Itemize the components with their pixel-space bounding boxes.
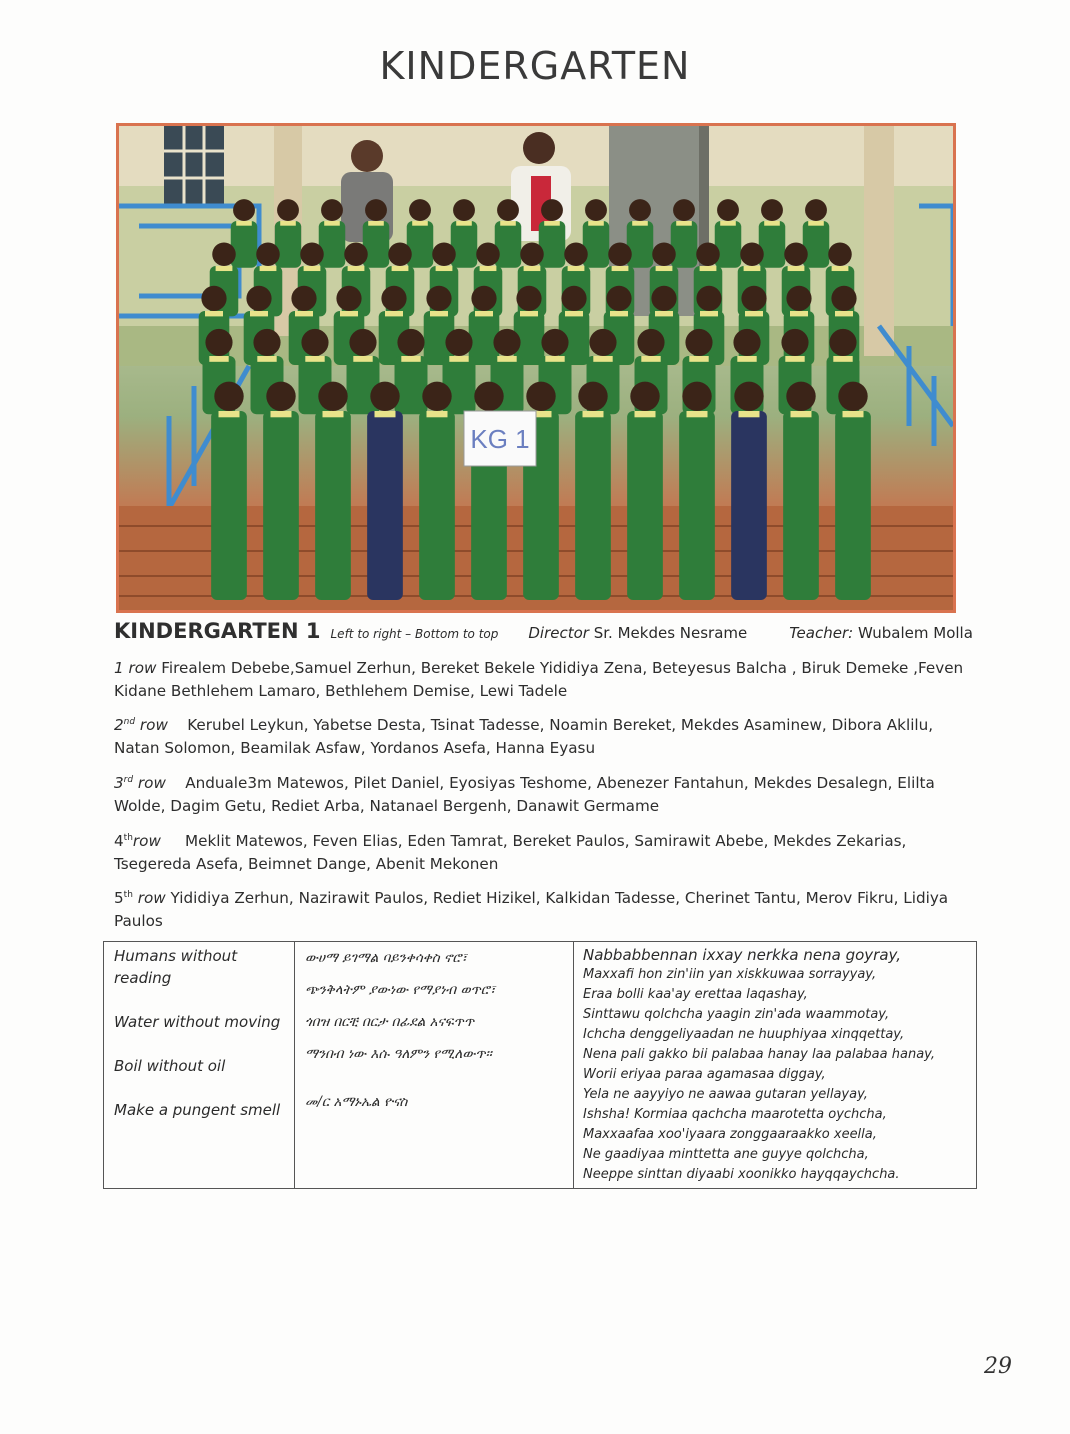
translation-line: Yela ne aayyiyo ne aawaa gutaran yellayay, xyxy=(583,1087,868,1102)
english-line: Boil without oil xyxy=(114,1057,226,1075)
english-line: Make a pungent smell xyxy=(114,1101,281,1119)
english-column xyxy=(104,942,295,1189)
page-title: KINDERGARTEN xyxy=(379,44,691,88)
photo-sign-text: KG 1 xyxy=(470,424,530,454)
poem-table xyxy=(103,941,977,1189)
row-number: 4 xyxy=(114,832,124,851)
page-number: 29 xyxy=(984,1354,1012,1379)
translation-line: Neeppe sinttan diyaabi xoonikko hayqqaychcha. xyxy=(583,1167,900,1182)
translation-line: Sinttawu qolchcha yaagin zin'ada waammotay, xyxy=(583,1007,890,1022)
row-label: row xyxy=(128,659,157,678)
amharic-line: ጎበዝ በርቺ በርታ በፊደል አናፍጥጥ xyxy=(305,1014,475,1030)
translation-line: Ishsha! Kormiaa qachcha maarotetta oychcha, xyxy=(583,1107,887,1122)
translation-line: Maxxaafaa xoo'iyaara zonggaaraakko xeella, xyxy=(583,1127,877,1142)
row-4 xyxy=(114,827,974,875)
row-names: Yididiya Zerhun, Nazirawit Paulos, Rediet Hizikel, Kalkidan Tadesse, Cherinet Tantu, Merov Fikru, Lidiya Paulos xyxy=(114,889,949,930)
row-number: 1 xyxy=(114,659,124,678)
translation-line: Ichcha denggeliyaadan ne huuphiyaa xinqqettay, xyxy=(583,1027,905,1042)
row-label: row xyxy=(139,716,168,735)
row-names: Anduale3m Matewos, Pilet Daniel, Eyosiyas Teshome, Abenezer Fantahun, Mekdes Desalegn, Elilta Wolde, Dagim Getu, Rediet Arba, Natanael Bergenh, Danawit Germame xyxy=(114,774,935,815)
row-suffix: rd xyxy=(123,775,134,785)
translation-line: Ne gaadiyaa minttetta ane guyye qolchcha, xyxy=(583,1147,869,1162)
english-line: Water without moving xyxy=(114,1013,281,1031)
row-suffix: nd xyxy=(123,717,136,727)
class-photo xyxy=(116,123,956,613)
photo-caption xyxy=(114,619,974,643)
row-5 xyxy=(114,884,974,932)
teacher-name: Wubalem Molla xyxy=(857,624,973,642)
row-names: Meklit Matewos, Feven Elias, Eden Tamrat, Bereket Paulos, Samirawit Abebe, Mekdes Zekarias, Tsegereda Asefa, Beimnet Dange, Abenit Mekonen xyxy=(114,832,907,873)
amharic-author: መ/ር አማኑኤል ዮናስ xyxy=(305,1094,408,1110)
row-2 xyxy=(114,711,974,759)
row-label: row xyxy=(137,774,166,793)
amharic-line: ውሀማ ይገማል ባይንቀሳቀስ ኖሮ፣ xyxy=(305,950,467,966)
row-names: Kerubel Leykun, Yabetse Desta, Tsinat Tadesse, Noamin Bereket, Mekdes Asaminew, Dibora Aklilu, Natan Solomon, Beamilak Asfaw, Yordanos Asefa, Hanna Eyasu xyxy=(114,716,934,757)
teacher-label: Teacher: xyxy=(789,624,854,642)
row-3 xyxy=(114,769,974,817)
translation-line: Nabbabbennan ixxay nerkka nena goyray, xyxy=(583,946,902,964)
translation-column xyxy=(574,942,977,1189)
class-name: KINDERGARTEN 1 xyxy=(114,619,321,643)
order-note: Left to right – Bottom to top xyxy=(330,627,499,641)
director-name: Sr. Mekdes Nesrame xyxy=(593,624,748,642)
amharic-line: ማንበብ ነው እሱ ዓለምን የሚለውጥ። xyxy=(305,1046,492,1062)
row-number: 3 xyxy=(114,774,124,793)
row-label: row xyxy=(137,889,166,908)
translation-line: Maxxafi hon zin'iin yan xiskkuwaa sorrayyay, xyxy=(583,967,877,982)
director-label: Director xyxy=(528,624,589,642)
translation-line: Worii eriyaa paraa agamasaa diggay, xyxy=(583,1067,826,1082)
english-line: Humans without reading xyxy=(114,947,238,987)
row-label: row xyxy=(132,832,161,851)
row-number: 2 xyxy=(114,716,124,735)
amharic-column xyxy=(295,942,574,1189)
row-1 xyxy=(114,654,974,702)
translation-line: Eraa bolli kaa'ay erettaa laqashay, xyxy=(583,987,808,1002)
row-suffix: th xyxy=(123,833,133,843)
amharic-line: ጭንቅላትም ያውነው የማያነብ ወጥሮ፣ xyxy=(305,982,496,998)
row-suffix: th xyxy=(123,890,133,900)
class-photo-illustration xyxy=(119,126,953,610)
translation-line: Nena pali gakko bii palabaa hanay laa palabaa hanay, xyxy=(583,1047,935,1062)
row-names: Firealem Debebe,Samuel Zerhun, Bereket Bekele Yididiya Zena, Beteyesus Balcha , Biruk Demeke ,Feven Kidane Bethlehem Lamaro, Bethlehem Demise, Lewi Tadele xyxy=(114,659,964,700)
row-number: 5 xyxy=(114,889,124,908)
